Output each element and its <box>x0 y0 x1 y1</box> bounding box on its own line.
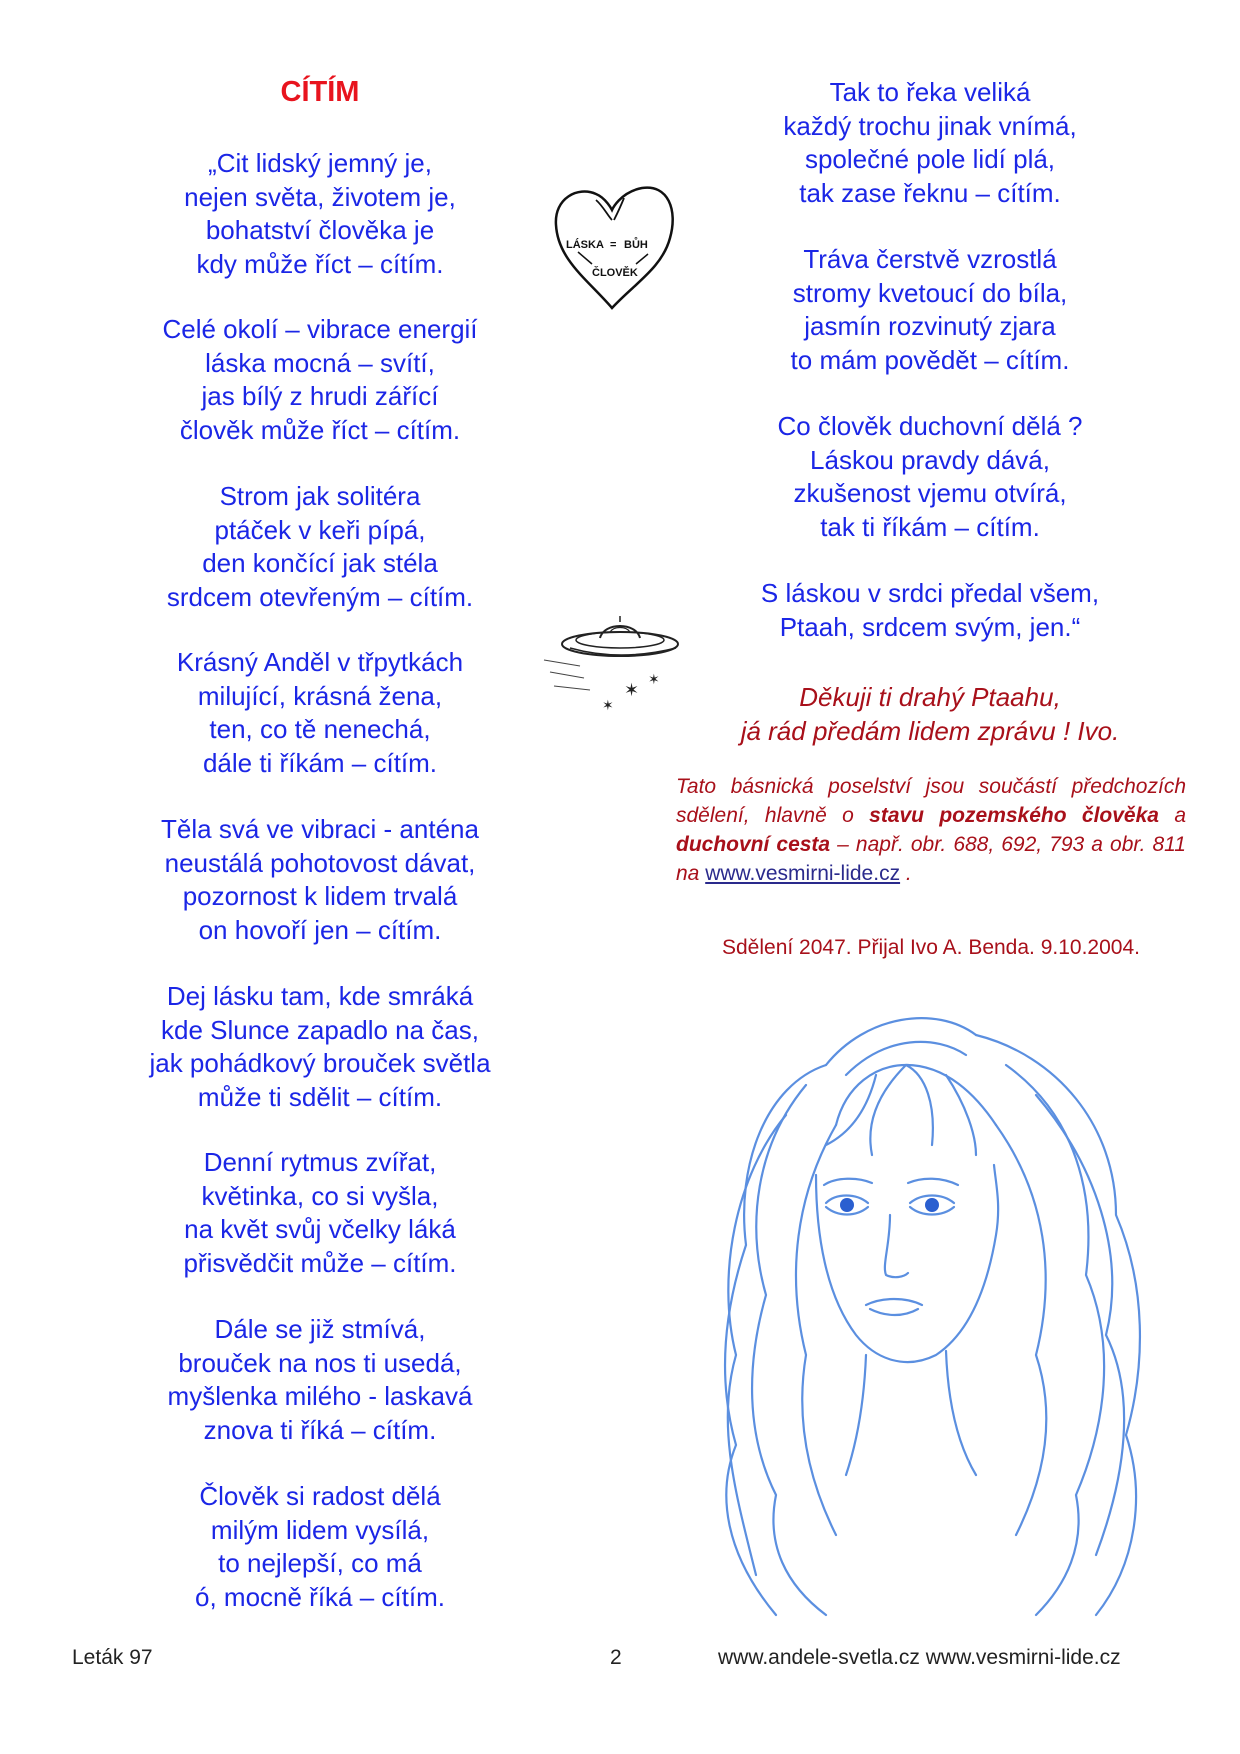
poem-line: pozornost k lidem trvalá <box>182 881 458 911</box>
poem-line: bohatství člověka je <box>205 215 435 245</box>
footer-leaflet-number: Leták 97 <box>72 1646 153 1669</box>
svg-text:✶: ✶ <box>624 680 640 701</box>
poem-line: to mám povědět – cítím. <box>790 344 1070 375</box>
poem-line: Strom jak solitéra <box>219 481 421 511</box>
stanza <box>100 646 540 780</box>
poem-line: každý trochu jinak vnímá, <box>783 110 1077 141</box>
svg-text:✶: ✶ <box>602 698 614 714</box>
poem-line: Ptaah, srdcem svým, jen.“ <box>779 611 1081 642</box>
poem-line: na květ svůj včelky láká <box>184 1214 456 1244</box>
note-paragraph: Tato básnická poselství jsou součástí předchozích sdělení, hlavně o stavu pozemského člověka a duchovní cesta – např. obr. 688, 692, 793 a obr. 811 na www.vesmirni-lide.cz . <box>676 775 1186 885</box>
stanza <box>100 1146 540 1280</box>
poem-line: stromy kvetoucí do bíla, <box>792 277 1068 308</box>
poem-line: kde Slunce zapadlo na čas, <box>161 1014 479 1045</box>
poem-line: zkušenost vjemu otvírá, <box>793 478 1067 508</box>
note-link[interactable]: www.vesmirni-lide.cz <box>705 862 901 885</box>
poem-line: neustálá pohotovost dávat, <box>164 847 476 878</box>
footer-page-number: 2 <box>610 1646 622 1669</box>
poem-line: Krásný Anděl v třpytkách <box>176 647 464 677</box>
poem-line: člověk může říct – cítím. <box>179 414 461 445</box>
poem-line: S láskou v srdci předal všem, <box>760 578 1100 608</box>
poem-line: Dej lásku tam, kde smráká <box>166 981 474 1011</box>
poem-line: Těla svá ve vibraci - anténa <box>161 814 479 844</box>
poem-line: tak zase řeknu – cítím. <box>799 177 1061 208</box>
poem-line: Láskou pravdy dává, <box>810 444 1050 475</box>
poem-line: nejen světa, životem je, <box>184 181 456 212</box>
poem-line: květinka, co si vyšla, <box>201 1180 439 1211</box>
poem-line: Dále se již stmívá, <box>214 1314 426 1344</box>
poem-line: to nejlepší, co má <box>218 1548 422 1578</box>
thanks-line: já rád předám lidem zprávu ! Ivo. <box>740 716 1120 746</box>
poem-line: Tak to řeka veliká <box>829 77 1031 107</box>
heart-label-laska: LÁSKA <box>566 239 604 251</box>
stanza <box>100 1313 540 1447</box>
stanza <box>690 76 1170 210</box>
poem-line: Člověk si radost dělá <box>199 1481 441 1511</box>
svg-text:✶: ✶ <box>648 672 660 688</box>
poem-line: myšlenka milého - laskavá <box>167 1381 473 1411</box>
stanza <box>100 1480 540 1614</box>
poem-line: dále ti říkám – cítím. <box>202 747 438 778</box>
poem-line: Tráva čerstvě vzrostlá <box>803 244 1057 274</box>
poem-line: znova ti říká – cítím. <box>203 1414 437 1445</box>
poem-line: Denní rytmus zvířat, <box>203 1147 437 1177</box>
message-line: Sdělení 2047. Přijal Ivo A. Benda. 9.10.2004. <box>722 936 1140 959</box>
poem-title: CÍTÍM <box>280 76 360 108</box>
stanza <box>690 577 1170 644</box>
portrait-drawing <box>676 975 1176 1630</box>
ufo-drawing <box>540 610 690 720</box>
poem-line: společné pole lidí plá, <box>804 144 1056 174</box>
poem-line: milující, krásná žena, <box>197 680 443 711</box>
stanza <box>100 813 540 947</box>
thanks-lines <box>690 680 1170 748</box>
poem-line: ten, co tě nenechá, <box>209 714 431 744</box>
poem-line: Celé okolí – vibrace energií <box>162 314 478 344</box>
poem-line: „Cit lidský jemný je, <box>208 148 432 178</box>
stanza <box>100 147 540 281</box>
poem-line: kdy může říct – cítím. <box>196 248 444 279</box>
stanza <box>100 980 540 1114</box>
poem-line: brouček na nos ti usedá, <box>178 1347 462 1378</box>
poem-line: on hovoří jen – cítím. <box>198 914 442 945</box>
heart-label-eq: = <box>610 239 617 251</box>
footer-websites: www.andele-svetla.cz www.vesmirni-lide.cz <box>718 1646 1121 1669</box>
poem-line: srdcem otevřeným – cítím. <box>166 581 474 612</box>
heart-label-buh: BŮH <box>624 239 648 251</box>
poem-line: jasmín rozvinutý zjara <box>804 311 1056 341</box>
poem-line: Co člověk duchovní dělá ? <box>777 411 1083 441</box>
poem-line: může ti sdělit – cítím. <box>197 1081 443 1112</box>
poem-line: milým lidem vysílá, <box>210 1514 430 1545</box>
poem-line: jak pohádkový brouček světla <box>149 1048 491 1078</box>
poem-line: přisvědčit může – cítím. <box>183 1247 457 1278</box>
poem-line: den končící jak stéla <box>202 548 438 578</box>
stanza <box>100 313 540 447</box>
stanza <box>690 243 1170 377</box>
poem-line: láska mocná – svítí, <box>205 347 435 378</box>
poem-line: ó, mocně říká – cítím. <box>195 1581 445 1612</box>
stanza <box>100 480 540 614</box>
heart-drawing <box>548 180 682 310</box>
thanks-line: Děkuji ti drahý Ptaahu, <box>799 682 1061 712</box>
stanza <box>690 410 1170 544</box>
poem-line: ptáček v keři pípá, <box>214 514 426 545</box>
poem-line: jas bílý z hrudi zářící <box>201 381 439 411</box>
poem-line: tak ti říkám – cítím. <box>820 511 1040 542</box>
heart-label-clovek: ČLOVĚK <box>592 267 638 279</box>
